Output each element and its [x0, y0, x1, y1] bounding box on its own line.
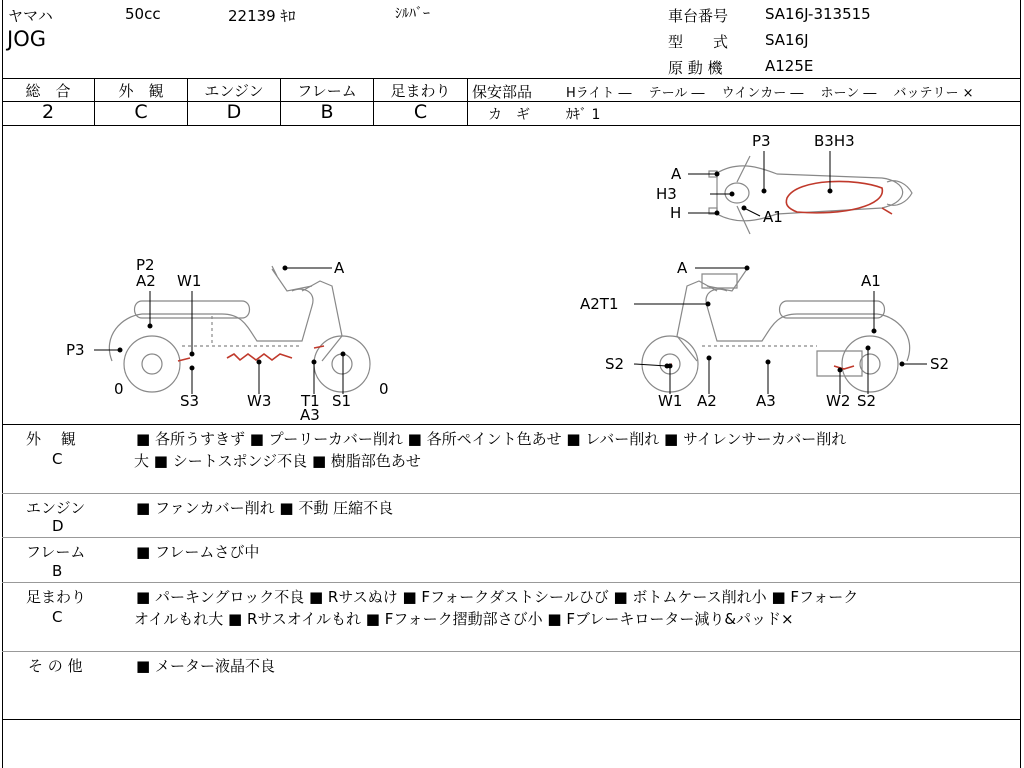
label-right-a2: A2	[697, 392, 717, 410]
suspension-line-2: オイルもれ大 ■ Rサスオイルもれ ■ Fフォーク摺動部さび小 ■ Fブレーキローター減り&パッド×	[134, 610, 794, 628]
grade-frame-value: B	[320, 101, 334, 123]
key-value: ｶｷﾞ 1	[566, 107, 601, 123]
frame-right	[1020, 0, 1021, 768]
label-left-zero-front: 0	[114, 380, 124, 398]
chassis-value: SA16J-313515	[765, 5, 871, 23]
comments-bottom-border	[2, 719, 1020, 720]
exterior-line-2: 大 ■ シートスポンジ不良 ■ 樹脂部色あせ	[134, 452, 421, 470]
safety-mid-border	[468, 101, 1020, 102]
label-left-p3: P3	[66, 341, 85, 359]
other-line-1: ■ メーター液晶不良	[136, 657, 275, 675]
section-divider	[2, 651, 1020, 652]
suspension-title: 足まわり	[26, 588, 87, 606]
grade-suspension-label: 足まわり	[390, 82, 451, 100]
section-divider	[2, 537, 1020, 538]
grade-exterior-value: C	[134, 101, 148, 123]
grade-suspension-value: C	[413, 101, 428, 123]
label-left-p2: P2	[136, 256, 155, 274]
label-top-b3h3: B3H3	[814, 132, 855, 150]
label-left-a: A	[334, 259, 345, 277]
label-right-a2t1: A2T1	[580, 295, 619, 313]
exterior-title: 外 観	[26, 430, 76, 448]
key-label: カ ギ	[488, 107, 530, 123]
mileage: 22139 ｷﾛ	[228, 7, 296, 25]
type-value: SA16J	[765, 31, 809, 49]
label-right-w2: W2	[826, 392, 851, 410]
comments-top-border	[2, 424, 1020, 425]
label-top-a1: A1	[763, 208, 783, 226]
suspension-line-1: ■ パーキングロック不良 ■ Rサスぬけ ■ Fフォークダストシールひび ■ ボトムケース削れ小 ■ Fフォーク	[136, 588, 859, 606]
maker: ヤマハ	[8, 7, 53, 25]
label-left-a2: A2	[136, 272, 156, 290]
body-color: ｼﾙﾊﾞｰ	[395, 6, 430, 22]
type-label: 型 式	[668, 33, 729, 51]
label-right-s2-front: S2	[605, 355, 625, 373]
grade-divider	[467, 78, 468, 125]
engine-grade: D	[52, 517, 64, 535]
label-right-s2-rear: S2	[857, 392, 877, 410]
engine-model-label: 原 動 機	[668, 59, 723, 77]
label-left-s1: S1	[332, 392, 352, 410]
label-top-h3: H3	[656, 185, 677, 203]
engine-model-value: A125E	[765, 57, 814, 75]
grade-engine-value: D	[226, 101, 242, 123]
label-left-s3: S3	[180, 392, 200, 410]
label-right-w1: W1	[658, 392, 683, 410]
engine-line-1: ■ ファンカバー削れ ■ 不動 圧縮不良	[136, 499, 394, 517]
other-title: そ の 他	[28, 657, 83, 675]
frame-title: フレーム	[26, 543, 86, 561]
label-right-s2-side: S2	[930, 355, 950, 373]
grade-exterior-label: 外 観	[118, 82, 164, 100]
damage-diagram	[2, 126, 1020, 424]
displacement: 50cc	[125, 5, 161, 23]
model-name: JOG	[7, 27, 46, 51]
exterior-line-1: ■ 各所うすきず ■ プーリーカバー削れ ■ 各所ペイント色あせ ■ レバー削れ ■ サイレンサーカバー削れ	[136, 430, 847, 448]
chassis-label: 車台番号	[668, 7, 729, 25]
grades-top-border	[2, 78, 1020, 79]
label-right-a3: A3	[756, 392, 776, 410]
grade-frame-label: フレーム	[297, 82, 357, 100]
label-right-a1: A1	[861, 272, 881, 290]
grade-engine-label: エンジン	[204, 82, 264, 100]
frame-grade: B	[52, 562, 63, 580]
label-left-zero-rear: 0	[379, 380, 389, 398]
label-top-a: A	[671, 165, 682, 183]
label-left-w1: W1	[177, 272, 202, 290]
section-divider	[2, 493, 1020, 494]
label-left-t1: T1	[301, 392, 320, 410]
label-top-h: H	[670, 204, 682, 222]
label-top-p3: P3	[752, 132, 771, 150]
label-left-a3: A3	[300, 406, 320, 424]
safety-label: 保安部品	[472, 83, 533, 101]
label-right-a: A	[677, 259, 688, 277]
label-left-w3: W3	[247, 392, 272, 410]
section-divider	[2, 582, 1020, 583]
frame-line-1: ■ フレームさび中	[136, 543, 260, 561]
suspension-grade: C	[52, 608, 63, 626]
grade-overall-label: 総 合	[25, 82, 71, 100]
engine-title: エンジン	[26, 499, 86, 517]
safety-items: Hライト ― テール ― ウインカー ― ホーン ― バッテリー ×	[566, 86, 974, 101]
grade-overall-value: 2	[41, 101, 55, 123]
exterior-grade: C	[52, 450, 63, 468]
